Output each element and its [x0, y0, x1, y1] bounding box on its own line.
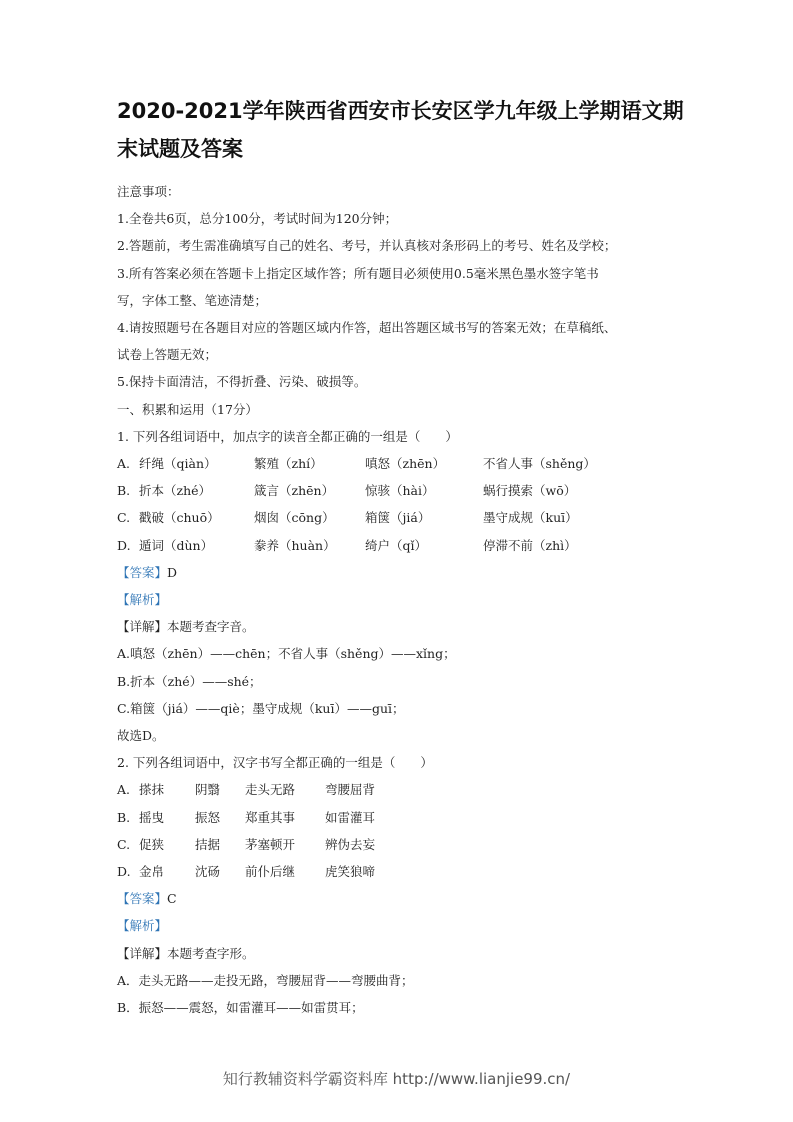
q1-detail-line: B.折本（zhé）——shé；: [117, 673, 262, 689]
option-word: 弯腰屈背: [325, 782, 376, 798]
answer-tag: 【答案】: [117, 891, 168, 907]
option-label: C.: [117, 510, 131, 526]
option-label: A.: [117, 782, 131, 798]
option-word: 金帛: [139, 864, 165, 880]
q1-analysis-tag: 【解析】: [117, 592, 168, 608]
notice-item: 写，字体工整、笔迹清楚；: [117, 292, 268, 308]
document-page: [117, 92, 687, 1021]
q1-detail-line: A.嗔怒（zhēn）——chēn；不省人事（shěng）——xǐng；: [117, 646, 456, 662]
option-word: 遁词（dùn）: [139, 537, 214, 553]
option-word: 沈砀: [195, 864, 221, 880]
notice-item: 4.请按照题号在各题目对应的答题区域内作答，超出答题区域书写的答案无效；在草稿纸、: [117, 320, 617, 336]
option-word: 嗔怒（zhēn）: [365, 456, 446, 472]
q1-option-a: [117, 450, 687, 477]
q2-answer: [117, 885, 687, 912]
option-word: 箱箧（jiá）: [365, 510, 431, 526]
option-word: 繁殖（zhí）: [254, 456, 323, 472]
option-word: 前仆后继: [245, 864, 296, 880]
footer-watermark: 知行教辅资料学霸资料库 http://www.lianjie99.cn/: [222, 1070, 571, 1088]
option-word: 振怒: [195, 809, 221, 825]
option-word: 郑重其事: [245, 809, 296, 825]
answer-tag: 【答案】: [117, 564, 168, 580]
q1-option-b: [117, 477, 687, 504]
title-line-1: 2020-2021学年陕西省西安市长安区学九年级上学期语文期: [117, 99, 684, 123]
option-word: 纤绳（qiàn）: [139, 456, 217, 472]
option-word: 拮据: [195, 836, 221, 852]
option-word: 停滞不前（zhì）: [483, 537, 577, 553]
notice-item: 3.所有答案必须在答题卡上指定区域作答；所有题目必须使用0.5毫米黑色墨水签字笔书: [117, 265, 599, 281]
q1-detail-line: 【详解】本题考查字音。: [117, 619, 255, 635]
notice-heading: 注意事项：: [117, 184, 180, 199]
option-word: 折本（zhé）: [139, 483, 212, 499]
option-word: 蜗行摸索（wō）: [483, 483, 577, 499]
document-title: [117, 92, 687, 168]
q1-option-c: [117, 504, 687, 531]
title-line-2: 末试题及答案: [117, 137, 243, 161]
notice-item: 试卷上答题无效；: [117, 347, 218, 363]
q2-detail-line: A．走头无路——走投无路，弯腰屈背——弯腰曲背；: [117, 972, 414, 988]
option-word: 虎笑狼啼: [325, 864, 376, 880]
option-label: B.: [117, 483, 131, 499]
option-word: 烟囱（cōng）: [254, 510, 335, 526]
option-word: 墨守成规（kuī）: [483, 510, 578, 526]
option-word: 戳破（chuō）: [139, 510, 220, 526]
q1-detail-line: C.箱箧（jiá）——qiè；墨守成规（kuī）——guī；: [117, 700, 405, 716]
q2-detail-line: B．振怒——震怒，如雷灌耳——如雷贯耳；: [117, 1000, 364, 1016]
option-label: D.: [117, 864, 131, 880]
option-label: D.: [117, 537, 131, 553]
option-word: 豢养（huàn）: [254, 537, 336, 553]
answer-value: C: [167, 891, 177, 907]
answer-value: D: [167, 564, 178, 580]
question-2-stem: 2. 下列各组词语中，汉字书写全都正确的一组是（ ）: [117, 755, 433, 771]
option-word: 走头无路: [245, 782, 296, 798]
option-word: 阴翳: [195, 782, 221, 798]
option-label: B.: [117, 809, 131, 825]
q2-option-b: [117, 804, 687, 831]
q1-answer: [117, 559, 687, 586]
option-word: 惊骇（hài）: [365, 483, 435, 499]
q2-option-c: [117, 831, 687, 858]
q2-detail-line: 【详解】本题考查字形。: [117, 945, 255, 961]
q2-option-a: [117, 776, 687, 803]
notice-item: 1.全卷共6页，总分100分，考试时间为120分钟；: [117, 211, 398, 227]
option-word: 不省人事（shěng）: [483, 456, 596, 472]
question-1-stem: 1. 下列各组词语中，加点字的读音全都正确的一组是（ ）: [117, 428, 458, 444]
option-word: 摇曳: [139, 809, 165, 825]
option-word: 绮户（qǐ）: [365, 537, 427, 553]
option-label: A.: [117, 456, 131, 472]
option-word: 如雷灌耳: [325, 809, 376, 825]
q1-detail-line: 故选D。: [117, 728, 165, 744]
option-word: 茅塞顿开: [245, 836, 296, 852]
notice-item: 5.保持卡面清洁，不得折叠、污染、破损等。: [117, 374, 367, 390]
option-word: 搽抹: [139, 782, 165, 798]
q2-option-d: [117, 858, 687, 885]
option-label: C.: [117, 836, 131, 852]
option-word: 促狭: [139, 836, 165, 852]
q1-option-d: [117, 532, 687, 559]
notice-item: 2.答题前，考生需准确填写自己的姓名、考号，并认真核对条形码上的考号、姓名及学校；: [117, 238, 617, 254]
option-word: 辨伪去妄: [325, 836, 376, 852]
q2-analysis-tag: 【解析】: [117, 918, 168, 934]
section-heading: 一、积累和运用（17分）: [117, 401, 258, 417]
option-word: 箴言（zhēn）: [254, 483, 335, 499]
